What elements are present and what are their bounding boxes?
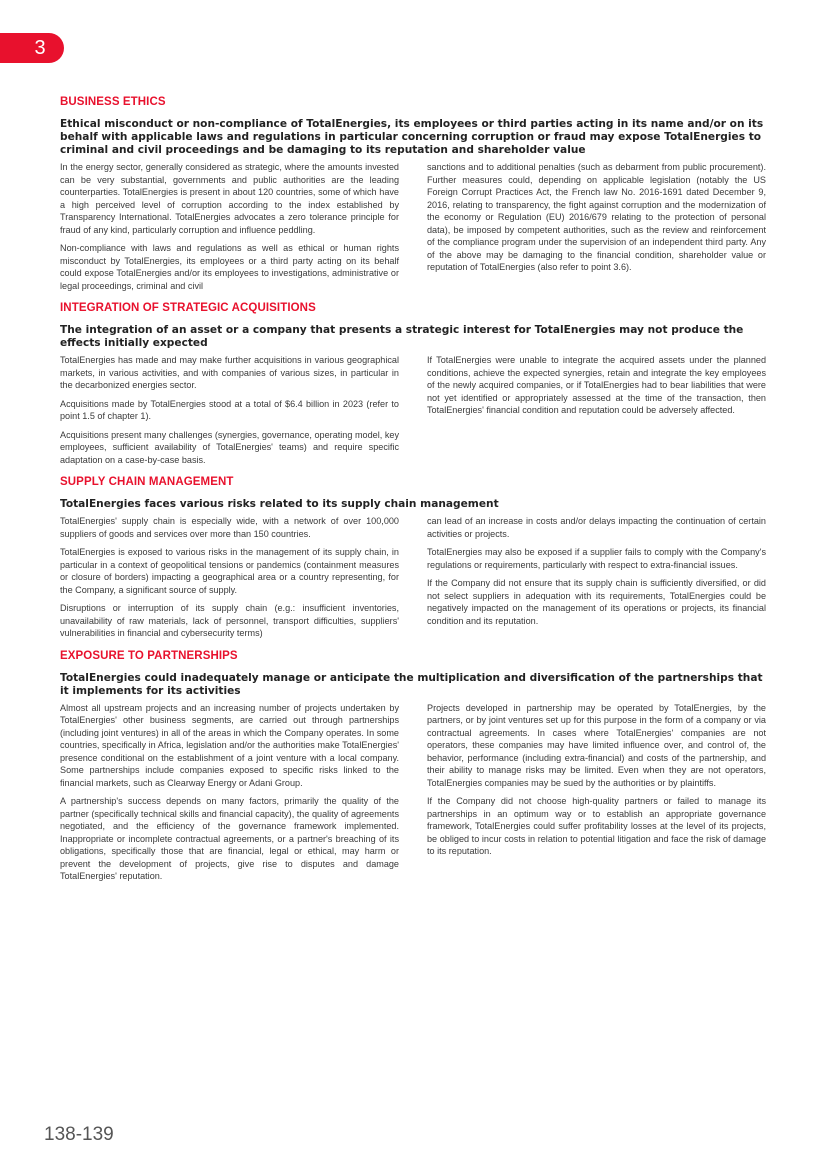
- paragraph: If the Company did not ensure that its supply chain is sufficiently diversified, or did not select suppliers in adequation with its requirements, TotalEnergies could be negatively impacted on the management of its operations or projects, its financial condition and its reputation.: [427, 578, 766, 626]
- two-column-text: [60, 515, 766, 646]
- paragraph: TotalEnergies' supply chain is especially wide, with a network of over 100,000 suppliers of goods and services over more than 150 countries.: [60, 516, 399, 539]
- paragraph: Disruptions or interruption of its supply chain (e.g.: insufficient inventories, unavailability of raw materials, lack of personnel, transport difficulties, suppliers' vulnerabilities in financial and cybersecurity terms): [60, 603, 399, 638]
- section-heading: EXPOSURE TO PARTNERSHIPS: [60, 649, 238, 662]
- paragraph: can lead of an increase in costs and/or delays impacting the continuation of certain activities or projects.: [427, 516, 766, 539]
- paragraph: If the Company did not choose high-quality partners or failed to manage its partnerships in an optimum way or to establish an appropriate governance framework, TotalEnergies could suffer profitability losses at the level of its projects, be obliged to incur costs in relation to potential litigation and face the risk of damage to its reputation.: [427, 796, 766, 856]
- section-strategic-acquisitions: [60, 302, 766, 472]
- paragraph: Projects developed in partnership may be operated by TotalEnergies, by the partners, or by joint ventures set up for this purpose in the form of a company or via contractual agreements. In cases where TotalEnergies' companies are not operators, these companies may have limited influence over, and control of, the behavior, performance (including extra-financial) and costs of the partnership, and their ability to manage risks may be limited. Even when they are not operators, TotalEnergies companies may be sued by the authorities or by plaintiffs.: [427, 702, 766, 788]
- two-column-text: [60, 161, 766, 298]
- risk-title: Ethical misconduct or non-compliance of TotalEnergies, its employees or third parties acting in its name and/or on its behalf with applicable laws and regulations in particular concerning corruption or fraud may expose TotalEnergies to criminal and civil proceedings and be damaging to its reputation and shareholder value: [60, 118, 764, 156]
- section-partnerships: [60, 650, 766, 889]
- paragraph: If TotalEnergies were unable to integrate the acquired assets under the planned conditions, achieve the expected synergies, retain and integrate the key employees of the newly acquired companies, or if TotalEnergies had to bear liabilities that were not yet identified or appropriately assessed at the time of the transaction, then TotalEnergies' financial condition and reputation could be adversely affected.: [427, 355, 766, 415]
- chapter-tab: 3: [0, 33, 64, 63]
- risk-title: The integration of an asset or a company that presents a strategic interest for TotalEnergies may not produce the effects initially expected: [60, 324, 744, 349]
- section-supply-chain: [60, 476, 766, 646]
- left-column: [60, 161, 399, 298]
- paragraph: TotalEnergies is exposed to various risks in the management of its supply chain, in particular in a context of geopolitical tensions or pandemics (containment measures or closure of borders) impacting a geographical area or a country representing, for the Company, a significant source of supply.: [60, 547, 399, 595]
- left-column: [60, 354, 399, 472]
- page-content: [60, 96, 766, 893]
- two-column-text: [60, 354, 766, 472]
- right-column: [427, 354, 766, 472]
- right-column: [427, 161, 766, 298]
- paragraph: Almost all upstream projects and an increasing number of projects undertaken by TotalEnergies' other business segments, are carried out through partnerships (including joint ventures) in all of the areas in which the Company operates. In some countries, specifically in Africa, legislation and/or the authorities make TotalEnergies' presence conditional on the establishment of a joint venture with a local company. Some partnerships include companies exposed to specific risks linked to the financial markets, such as Clearway Energy or Adani Group.: [60, 702, 399, 788]
- paragraph: sanctions and to additional penalties (such as debarment from public procurement). Further measures could, depending on applicable legislation (notably the US Foreign Corrupt Practices Act, the French law No. 2016-1691 dated December 9, 2016, relating to transparency, the fight against corruption and the modernization of the economy or Regulation (EU) 2016/679 relating to the protection of personal data), be imposed by competent authorities, such as the review and reinforcement of the compliance program under the supervision of an independent third party. Any of the above may be damaging to the financial condition, shareholder value or reputation of TotalEnergies (also refer to point 3.6).: [427, 162, 766, 272]
- paragraph: Acquisitions made by TotalEnergies stood at a total of $6.4 billion in 2023 (refer to point 1.5 of chapter 1).: [60, 398, 399, 421]
- risk-title: TotalEnergies faces various risks related to its supply chain management: [60, 498, 499, 510]
- right-column: [427, 702, 766, 889]
- section-heading: SUPPLY CHAIN MANAGEMENT: [60, 476, 234, 488]
- section-heading: BUSINESS ETHICS: [60, 96, 166, 108]
- section-business-ethics: [60, 96, 766, 298]
- section-heading: INTEGRATION OF STRATEGIC ACQUISITIONS: [60, 302, 316, 314]
- left-column: [60, 515, 399, 646]
- two-column-text: [60, 702, 766, 889]
- paragraph: Non-compliance with laws and regulations as well as ethical or human rights misconduct by TotalEnergies, its employees or a third party acting on its behalf could expose TotalEnergies and/or its employees to investigations, administrative or legal proceedings, criminal and civil: [60, 243, 399, 291]
- paragraph: Acquisitions present many challenges (synergies, governance, operating model, key employees, sufficient availability of TotalEnergies' teams) and require specific adaptation on a case-by-case basis.: [60, 429, 399, 465]
- paragraph: TotalEnergies may also be exposed if a supplier fails to comply with the Company's regulations or requirements, particularly with respect to extra-financial issues.: [427, 547, 766, 570]
- paragraph: A partnership's success depends on many factors, primarily the quality of the partner (specifically technical skills and financial capacity), the quality of agreements negotiated, and the efficiency of the governance framework implemented. Inappropriate or incomplete contractual agreements, or a partner's breaching of its obligations, specifically those that are financial, legal or ethical, may harm or prevent the development of projects, give rise to disputes and damage TotalEnergies' reputation.: [60, 796, 399, 881]
- risk-title: TotalEnergies could inadequately manage or anticipate the multiplication and diversification of the partnerships that it implements for its activities: [60, 671, 763, 697]
- paragraph: In the energy sector, generally considered as strategic, where the amounts invested can be very substantial, governments and public authorities are the leading counterparties. TotalEnergies is present in about 120 countries, some of which have a high perceived level of corruption according to the index established by Transparency International. TotalEnergies advocates a zero tolerance principle for fraud of any kind, particularly corruption and influence peddling.: [60, 162, 399, 235]
- page-number: 138-139: [44, 1124, 114, 1145]
- left-column: [60, 702, 399, 889]
- paragraph: TotalEnergies has made and may make further acquisitions in various geographical markets, in various activities, and with companies of various sizes, in particular in the decarbonized energies sector.: [60, 355, 399, 390]
- right-column: [427, 515, 766, 646]
